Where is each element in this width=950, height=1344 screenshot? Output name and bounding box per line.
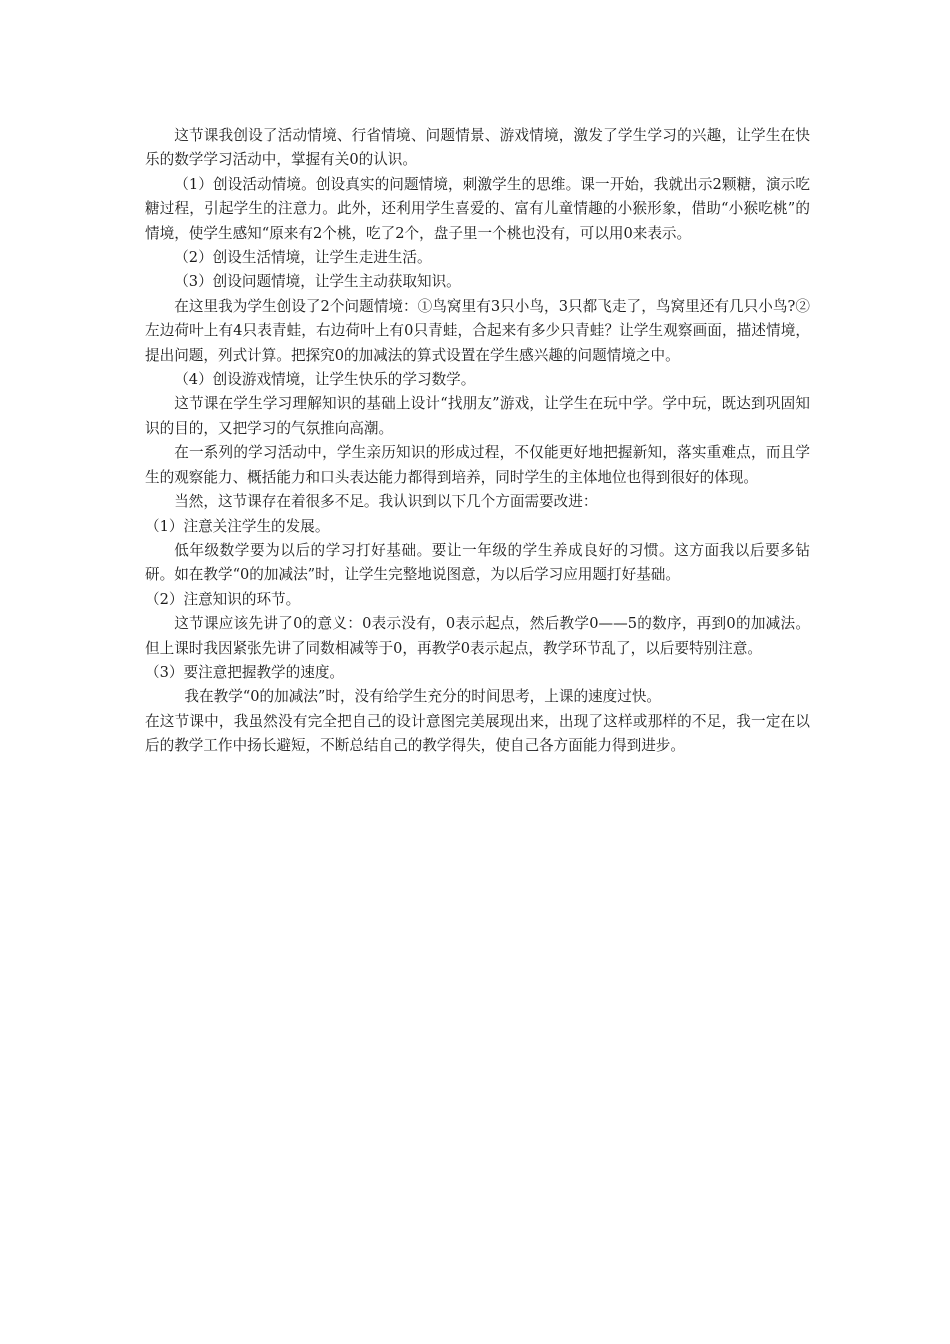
paragraph-improvement-2: 这节课应该先讲了0的意义：0表示没有，0表示起点，然后教学0——5的数序，再到0的加减法。但上课时我因紧张先讲了同数相减等于0，再教学0表示起点，教学环节乱了，以后要特别注意。 [145,615,810,657]
paragraph-game-situation: （4）创设游戏情境，让学生快乐的学习数学。 [174,371,476,389]
paragraph-problem-examples: 在这里我为学生创设了2个问题情境：①鸟窝里有3只小鸟，3只都飞走了，鸟窝里还有几只小鸟?②左边荷叶上有4只表青蛙，右边荷叶上有0只青蛙，合起来有多少只青蛙？让学生观察画面，描述情境，提出问题，列式计算。把探究0的加减法的算式设置在学生感兴趣的问题情境之中。 [145,297,810,364]
paragraph-conclusion: 在这节课中，我虽然没有完全把自己的设计意图完美展现出来，出现了这样或那样的不足，我一定在以后的教学工作中扬长避短，不断总结自己的教学得失，使自己各方面能力得到进步。 [145,712,810,755]
heading-improvement-1: （1）注意关注学生的发展。 [145,517,330,535]
paragraph-life-situation: （2）创设生活情境，让学生走进生活。 [174,249,432,267]
heading-improvement-3: （3）要注意把握教学的速度。 [145,663,345,681]
paragraph-learning-activities: 在一系列的学习活动中，学生亲历知识的形成过程，不仅能更好地把握新知，落实重难点，而且学生的观察能力、概括能力和口头表达能力都得到培养，同时学生的主体地位也得到很好的体现。 [145,444,810,486]
document-body [145,124,810,759]
paragraph-improvement-3: 我在教学“0的加减法”时，没有给学生充分的时间思考，上课的速度过快。 [184,688,662,706]
heading-improvement-2: （2）注意知识的环节。 [145,590,301,608]
paragraph-shortcomings-intro: 当然，这节课存在着很多不足。我认识到以下几个方面需要改进： [174,493,598,511]
paragraph-find-friends-game: 这节课在学生学习理解知识的基础上设计“找朋友”游戏，让学生在玩中学。学中玩，既达到巩固知识的目的，又把学习的气氛推向高潮。 [145,395,810,437]
paragraph-improvement-1: 低年级数学要为以后的学习打好基础。要让一年级的学生养成良好的习惯。这方面我以后要多钻研。如在教学“0的加减法”时，让学生完整地说图意，为以后学习应用题打好基础。 [145,541,810,584]
paragraph-activity-situation: （1）创设活动情境。创设真实的问题情境，刺激学生的思维。课一开始，我就出示2颗糖，演示吃糖过程，引起学生的注意力。此外，还利用学生喜爱的、富有儿童情趣的小猴形象，借助“小猴吃桃”的情境，使学生感知“原来有2个桃，吃了2个，盘子里一个桃也没有，可以用0来表示。 [145,175,810,242]
paragraph-problem-situation: （3）创设问题情境，让学生主动获取知识。 [174,273,461,291]
paragraph-intro: 这节课我创设了活动情境、行省情境、问题情景、游戏情境，激发了学生学习的兴趣，让学生在快乐的数学学习活动中，掌握有关0的认识。 [145,127,810,169]
